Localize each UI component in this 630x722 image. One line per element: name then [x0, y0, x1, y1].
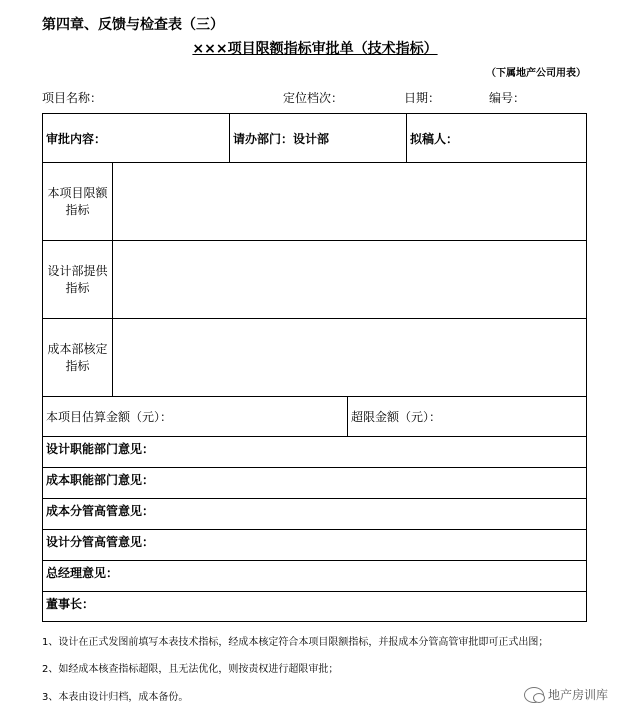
opinion-gm[interactable]: 总经理意见：: [43, 561, 587, 592]
design-indicator-label: 设计部提供指标: [43, 241, 113, 319]
limit-indicator-field[interactable]: [113, 163, 587, 241]
form-title: ×××项目限额指标审批单（技术指标）: [192, 41, 438, 57]
chapter-heading: 第四章、反馈与检查表（三）: [42, 17, 224, 33]
number-label: 编号：: [489, 91, 526, 105]
note-1: 1、设计在正式发图前填写本表技术指标，经成本核定符合本项目限额指标，并报成本分管高管审批即可正式出图；: [42, 637, 549, 648]
opinion-cost-exec[interactable]: 成本分管高管意见：: [43, 499, 587, 530]
form-usage-note: （下属地产公司用表）: [486, 68, 586, 79]
grade-label: 定位档次：: [283, 91, 344, 105]
request-dept-cell: 请办部门：设计部: [230, 114, 407, 163]
cost-indicator-field[interactable]: [113, 319, 587, 397]
opinion-chairman[interactable]: 董事长：: [43, 592, 587, 622]
opinion-design-dept[interactable]: 设计职能部门意见：: [43, 437, 587, 468]
note-3: 3、本表由设计归档，成本备份。: [42, 692, 189, 703]
approval-content-cell: 审批内容：: [43, 114, 230, 163]
cost-indicator-label: 成本部核定指标: [43, 319, 113, 397]
over-amount-cell[interactable]: 超限金额（元）：: [348, 397, 587, 437]
wechat-icon: [524, 687, 544, 703]
date-label: 日期：: [404, 91, 441, 105]
estimate-amount-cell[interactable]: 本项目估算金额（元）：: [43, 397, 348, 437]
approval-form-table: [42, 113, 587, 622]
project-name-label: 项目名称：: [42, 91, 103, 105]
design-indicator-field[interactable]: [113, 241, 587, 319]
watermark-text: 地产房训库: [547, 688, 608, 702]
note-2: 2、如经成本核查指标超限，且无法优化，则按责权进行超限审批；: [42, 664, 339, 675]
opinion-cost-dept[interactable]: 成本职能部门意见：: [43, 468, 587, 499]
opinion-design-exec[interactable]: 设计分管高管意见：: [43, 530, 587, 561]
limit-indicator-label: 本项目限额指标: [43, 163, 113, 241]
drafter-cell: 拟稿人：: [407, 114, 587, 163]
watermark: [524, 686, 608, 703]
